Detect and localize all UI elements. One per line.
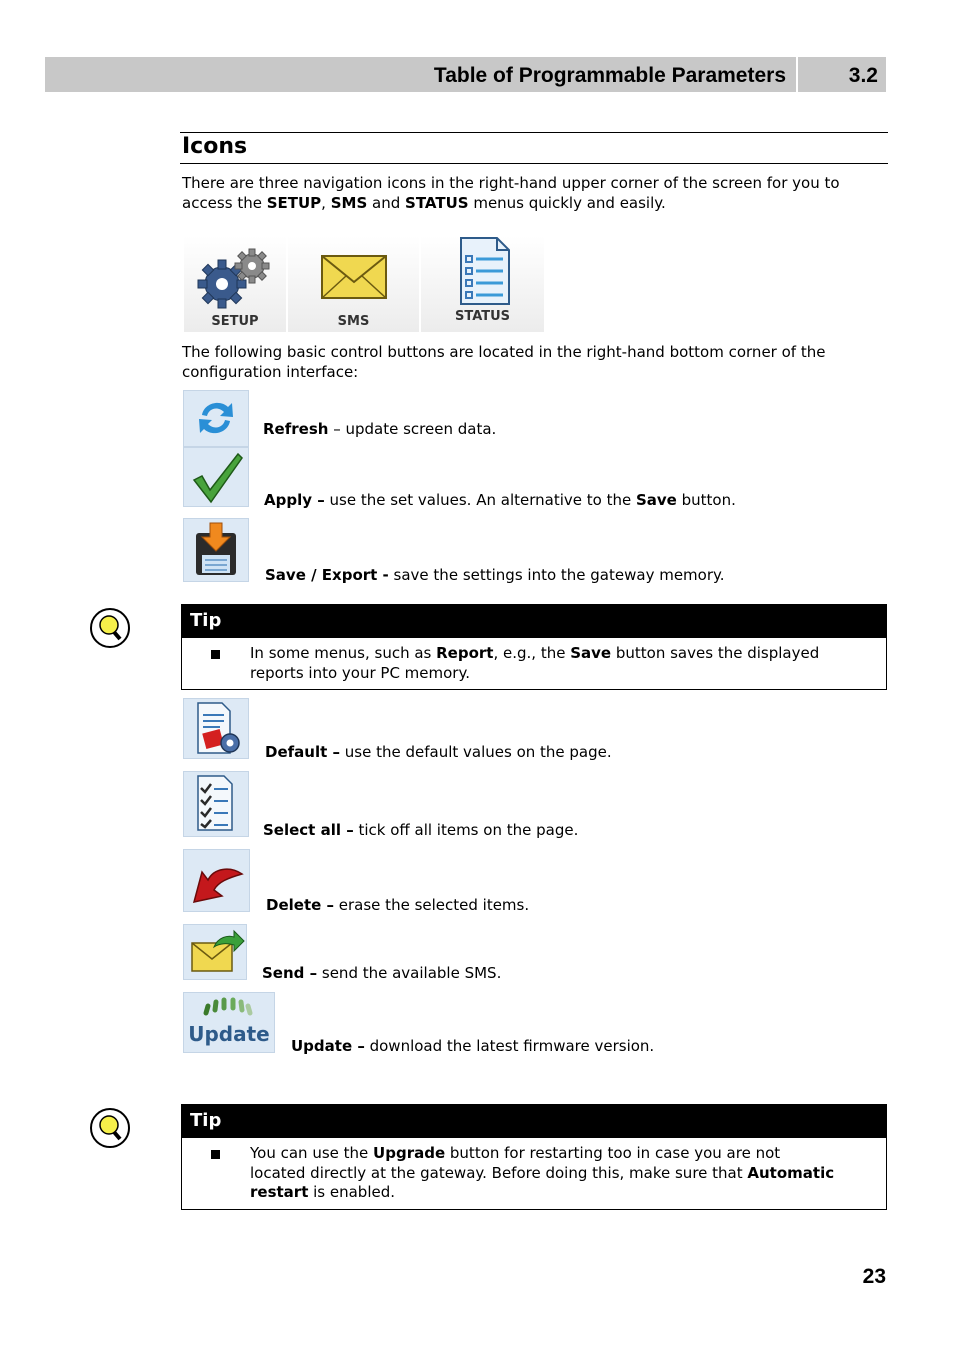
envelope-send-icon [184, 925, 246, 979]
apply-item: Apply – use the set values. An alternative to the Save button. [264, 491, 736, 509]
lightbulb-icon [89, 607, 131, 649]
select-all-button-icon [183, 771, 249, 837]
bullet [211, 1150, 220, 1159]
intro-paragraph: There are three navigation icons in the right-hand upper corner of the screen for you to access the SETUP, SMS and STATUS menus quickly and easily. [182, 174, 840, 212]
tip-body: In some menus, such as Report, e.g., the Save button saves the displayed reports into your PC memory. [182, 638, 886, 689]
status-nav-label: STATUS [454, 309, 511, 324]
tip-box-1 [181, 604, 887, 690]
page-number: 23 [862, 1265, 886, 1288]
status-nav-icon [421, 236, 544, 332]
sms-nav-icon [288, 236, 419, 332]
send-button-icon [183, 924, 247, 980]
default-button-icon [183, 698, 249, 759]
tip-header: Tip [182, 605, 886, 638]
save-button-icon [183, 518, 249, 582]
status-list-icon [421, 236, 544, 311]
heading-bottom-rule [180, 163, 888, 164]
setup-nav-label: SETUP [211, 314, 259, 329]
refresh-item: Refresh – update screen data. [263, 420, 497, 438]
bullet [211, 650, 220, 659]
checklist-icon [184, 772, 248, 836]
update-item: Update – download the latest firmware version. [291, 1037, 655, 1055]
save-item: Save / Export - save the settings into the gateway memory. [265, 566, 725, 584]
tip-body: You can use the Upgrade button for restarting too in case you are not located directly at the gateway. Before doing this, make sure that Automatic restart is enabled. [182, 1138, 886, 1209]
default-document-icon [184, 699, 248, 758]
header-section-number: 3.2 [848, 64, 878, 87]
envelope-icon [288, 236, 419, 316]
section-title: Icons [182, 134, 248, 159]
sms-nav-label: SMS [337, 314, 370, 329]
apply-button-icon [183, 447, 249, 507]
refresh-arrows-icon [184, 391, 248, 446]
delete-item: Delete – erase the selected items. [266, 896, 530, 914]
heading-top-rule [180, 132, 888, 133]
lightbulb-icon [89, 1107, 131, 1149]
gears-icon [184, 236, 286, 316]
floppy-save-icon [184, 519, 248, 581]
tip-box-2 [181, 1104, 887, 1210]
select-all-item: Select all – tick off all items on the page. [263, 821, 579, 839]
setup-nav-icon [184, 236, 286, 332]
send-item: Send – send the available SMS. [262, 964, 502, 982]
delete-button-icon [183, 849, 250, 912]
controls-intro: The following basic control buttons are located in the right-hand bottom corner of the configuration interface: [182, 343, 826, 381]
default-item: Default – use the default values on the page. [265, 743, 612, 761]
header-title: Table of Programmable Parameters [433, 64, 786, 87]
update-icon [184, 993, 274, 1052]
update-button-icon [183, 992, 275, 1053]
checkmark-icon [184, 448, 248, 506]
update-icon-text: Update [188, 1022, 270, 1046]
refresh-button-icon [183, 390, 249, 447]
tip-header: Tip [182, 1105, 886, 1138]
red-back-arrow-icon [184, 850, 249, 911]
